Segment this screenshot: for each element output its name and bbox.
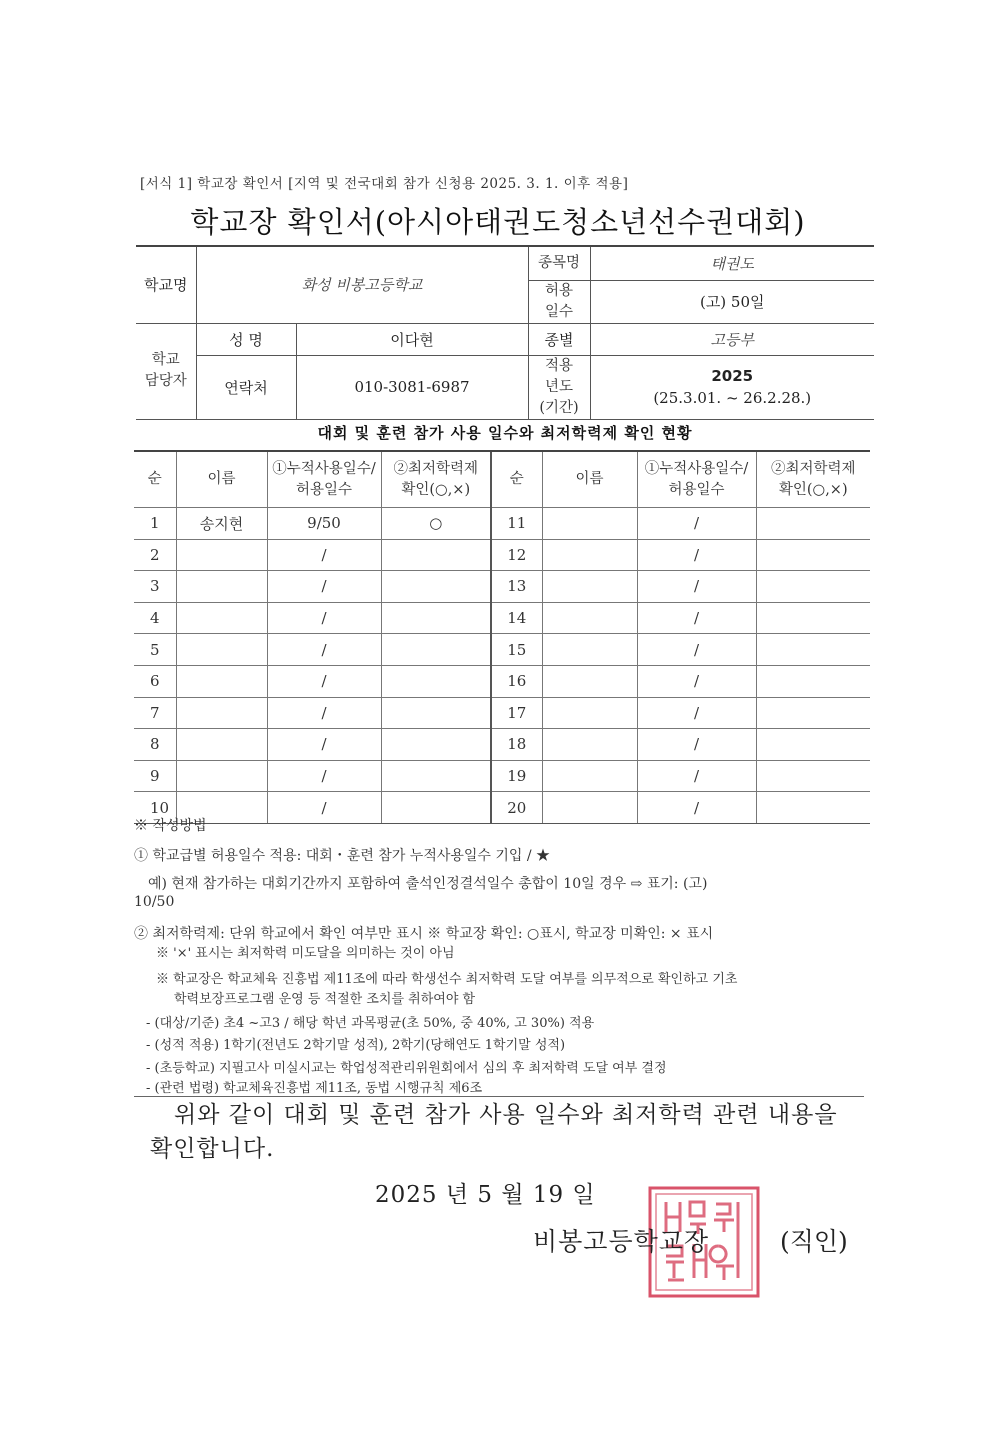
year-label: 적용 년도 (기간)	[528, 355, 590, 419]
info-table	[136, 245, 874, 420]
table-row	[134, 697, 870, 729]
row-name	[542, 760, 637, 792]
divider	[134, 1096, 864, 1097]
row-no: 14	[491, 602, 542, 634]
row-no: 12	[491, 539, 542, 571]
row-name	[542, 539, 637, 571]
confirmation-line-2: 확인합니다.	[150, 1136, 275, 1162]
confirmation-line-1: 위와 같이 대회 및 훈련 참가 사용 일수와 최저학력 관련 내용을	[174, 1102, 838, 1128]
row-name	[176, 697, 267, 729]
row-days: /	[637, 665, 756, 697]
note-1-example: 예) 현재 참가하는 대회기간까지 포함하여 출석인정결석일수 총합이 10일 경우 ⇨ 표기: (고)	[148, 876, 708, 892]
row-check	[756, 634, 870, 666]
row-days: /	[637, 634, 756, 666]
row-name	[542, 792, 637, 824]
row-check	[381, 760, 491, 792]
row-no: 8	[134, 729, 176, 761]
row-days: /	[637, 539, 756, 571]
row-no: 6	[134, 665, 176, 697]
note-2-a: ※ '×' 표시는 최저학력 미도달을 의미하는 것이 아님	[156, 946, 455, 961]
row-days: /	[267, 539, 381, 571]
form-caption: [서식 1] 학교장 확인서 [지역 및 전국대회 참가 신청용 2025. 3. 1. 이후 적용]	[140, 176, 629, 192]
row-check	[756, 760, 870, 792]
seal-label: (직인)	[780, 1227, 848, 1256]
row-no: 16	[491, 665, 542, 697]
allowed-days-value: (고) 50일	[590, 280, 874, 323]
name-value: 이다현	[296, 323, 528, 355]
row-check	[381, 697, 491, 729]
note-2-b2: 학력보장프로그램 운영 등 적절한 조치를 취하여야 함	[174, 992, 476, 1007]
row-no: 9	[134, 760, 176, 792]
row-check	[381, 539, 491, 571]
header-check-right: ②최저학력제 확인(○,×)	[756, 451, 870, 508]
row-days: /	[267, 571, 381, 603]
row-no: 18	[491, 729, 542, 761]
row-no: 4	[134, 602, 176, 634]
header-name-left: 이름	[176, 451, 267, 508]
row-days: /	[267, 634, 381, 666]
confirmation-text	[150, 1098, 870, 1166]
row-days: /	[637, 602, 756, 634]
row-no: 11	[491, 508, 542, 540]
notes-heading: ※ 작성방법	[134, 818, 207, 834]
row-no: 20	[491, 792, 542, 824]
event-label: 종목명	[528, 246, 590, 280]
row-no: 15	[491, 634, 542, 666]
header-days-left: ①누적사용일수/ 허용일수	[267, 451, 381, 508]
row-name	[542, 571, 637, 603]
row-days: /	[267, 697, 381, 729]
row-name	[176, 539, 267, 571]
row-name	[542, 634, 637, 666]
status-title: 대회 및 훈련 참가 사용 일수와 최저학력제 확인 현황	[317, 424, 693, 442]
table-row	[134, 760, 870, 792]
issue-date: 2025 년 5 월 19 일	[375, 1182, 596, 1208]
row-days: /	[637, 508, 756, 540]
row-check: ○	[381, 508, 491, 540]
category-value: 고등부	[590, 323, 874, 355]
row-no: 2	[134, 539, 176, 571]
header-name-right: 이름	[542, 451, 637, 508]
note-1: ① 학교급별 허용일수 적용: 대회・훈련 참가 누적사용일수 기입 / ★	[134, 848, 551, 864]
school-label: 학교명	[136, 246, 196, 323]
table-row	[134, 508, 870, 540]
row-days: /	[637, 792, 756, 824]
row-check	[381, 602, 491, 634]
category-label: 종별	[528, 323, 590, 355]
row-check	[381, 665, 491, 697]
row-check	[756, 539, 870, 571]
row-name	[542, 729, 637, 761]
row-days: 9/50	[267, 508, 381, 540]
row-check	[756, 665, 870, 697]
allowed-days-label: 허용 일수	[528, 280, 590, 323]
row-days: /	[267, 602, 381, 634]
row-name: 송지현	[176, 508, 267, 540]
note-2: ② 최저학력제: 단위 학교에서 확인 여부만 표시 ※ 학교장 확인: ○표시, 학교장 미확인: × 표시	[134, 926, 714, 942]
table-row	[134, 602, 870, 634]
row-check	[756, 792, 870, 824]
row-check	[381, 729, 491, 761]
header-days-right: ①누적사용일수/ 허용일수	[637, 451, 756, 508]
detail-4: - (관련 법령) 학교체육진흥법 제11조, 동법 시행규칙 제6조	[146, 1081, 483, 1096]
row-days: /	[267, 792, 381, 824]
row-name	[542, 665, 637, 697]
row-days: /	[267, 665, 381, 697]
row-no: 19	[491, 760, 542, 792]
row-name	[176, 571, 267, 603]
year-value: 2025	[711, 367, 754, 385]
period-value: (25.3.01. ~ 26.2.28.)	[653, 389, 812, 407]
row-name	[176, 729, 267, 761]
row-days: /	[637, 697, 756, 729]
row-days: /	[637, 760, 756, 792]
row-name	[176, 602, 267, 634]
row-check	[756, 508, 870, 540]
table-row	[134, 792, 870, 824]
row-name	[542, 508, 637, 540]
contact-label: 연락처	[196, 355, 296, 419]
detail-2: - (성적 적용) 1학기(전년도 2학기말 성적), 2학기(당해연도 1학기말 성적)	[146, 1038, 566, 1053]
table-row	[134, 571, 870, 603]
note-1-example-cont: 10/50	[134, 894, 175, 910]
row-no: 5	[134, 634, 176, 666]
row-days: /	[637, 571, 756, 603]
row-no: 17	[491, 697, 542, 729]
manager-label: 학교 담당자	[136, 323, 196, 419]
table-row	[134, 634, 870, 666]
header-no-left: 순	[134, 451, 176, 508]
note-2-b1: ※ 학교장은 학교체육 진흥법 제11조에 따라 학생선수 최저학력 도달 여부를 의무적으로 확인하고 기초	[156, 972, 738, 987]
row-no: 10	[134, 792, 176, 824]
row-check	[756, 697, 870, 729]
event-value: 태권도	[590, 246, 874, 280]
principal-name: 비봉고등학교장	[533, 1227, 710, 1256]
row-check	[381, 792, 491, 824]
row-check	[381, 634, 491, 666]
name-label: 성 명	[196, 323, 296, 355]
row-name	[176, 760, 267, 792]
row-name	[542, 697, 637, 729]
header-no-right: 순	[491, 451, 542, 508]
row-check	[381, 571, 491, 603]
header-check-left: ②최저학력제 확인(○,×)	[381, 451, 491, 508]
contact-value: 010-3081-6987	[296, 355, 528, 419]
detail-1: - (대상/기준) 초4 ~고3 / 해당 학년 과목평균(초 50%, 중 40%, 고 30%) 적용	[146, 1016, 595, 1031]
detail-3: - (초등학교) 지필고사 미실시교는 학업성적관리위원회에서 심의 후 최저학력 도달 여부 결정	[146, 1061, 667, 1076]
table-row	[134, 539, 870, 571]
page-title: 학교장 확인서(아시아태권도청소년선수권대회)	[190, 205, 806, 239]
row-days: /	[267, 760, 381, 792]
row-check	[756, 602, 870, 634]
year-value-cell	[590, 355, 874, 419]
row-no: 13	[491, 571, 542, 603]
row-check	[756, 571, 870, 603]
row-days: /	[637, 729, 756, 761]
row-no: 1	[134, 508, 176, 540]
row-name	[176, 665, 267, 697]
row-check	[756, 729, 870, 761]
school-value: 화성 비봉고등학교	[196, 246, 528, 323]
row-no: 7	[134, 697, 176, 729]
table-row	[134, 665, 870, 697]
status-table	[134, 450, 870, 824]
row-days: /	[267, 729, 381, 761]
table-row	[134, 729, 870, 761]
row-no: 3	[134, 571, 176, 603]
row-name	[542, 602, 637, 634]
row-name	[176, 634, 267, 666]
